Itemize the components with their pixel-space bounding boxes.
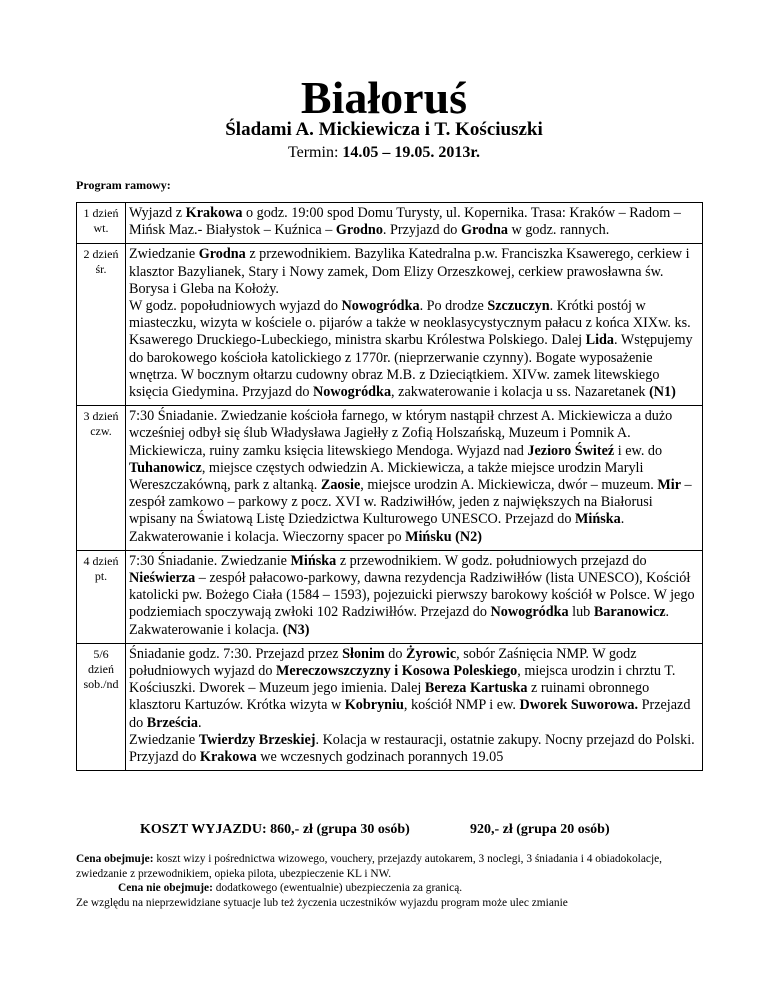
schedule-table <box>76 202 703 771</box>
day-label-line: dzień <box>88 661 114 676</box>
description-text: Zwiedzanie <box>129 246 199 263</box>
place-name: Mińska <box>290 552 337 569</box>
place-name: (N1) <box>649 384 676 401</box>
place-name: Grodna <box>198 246 246 263</box>
description-text: z przewodnikiem. W godz. południowych przejazd do <box>336 552 647 569</box>
day-label-line: wt. <box>93 221 109 235</box>
place-name: Nieświerza <box>129 570 196 587</box>
description-text: we wczesnych godzinach porannych 19.05 <box>256 749 504 766</box>
cost-alt: 920,- zł (grupa 20 osób) <box>470 822 610 837</box>
day-cell <box>77 244 126 406</box>
description-text: 7:30 Śniadanie. Zwiedzanie kościoła farnego, w którym nastąpił chrzest A. Mickiewicza a dużo wcześniej odbył się ślub Władysława Jagiełły z Zofią Holszańską, Muzeum i Pomnik A. Mickiewicza, ruiny zamku księcia litewskiego Mendoga. Wyjazd nad <box>129 408 673 459</box>
page-title: Białoruś <box>300 72 468 123</box>
place-name: Grodno <box>335 222 383 239</box>
trip-dates <box>0 142 768 164</box>
day-cell <box>77 643 126 770</box>
schedule-row <box>77 643 703 770</box>
price-excludes <box>76 881 696 896</box>
day-cell <box>77 203 126 244</box>
place-name: Mińska <box>575 511 621 528</box>
place-name: Jezioro Świteź <box>527 442 615 459</box>
place-name: Słonim <box>342 645 385 662</box>
description-text: , miejsce urodzin A. Mickiewicza, dwór – muzeum. <box>360 477 658 494</box>
day-description <box>126 550 703 643</box>
description-text: , sobór Zaśnięcia NMP. W godz południowych wyjazd do <box>129 645 637 680</box>
description-text: w godz. rannych. <box>507 222 610 239</box>
description-text: o godz. 19:00 spod Domu Turysty, ul. Kopernika. Trasa: Kraków – Radom – Mińsk Maz.- Białystok – Kuźnica – <box>129 205 681 239</box>
place-name: Krakowa <box>199 749 257 766</box>
description-text: . Wstępujemy do barokowego kościoła katolickiego z 1770r. (nieprzerwanie czynny). Bogate wyposażenie wnętrza. W bocznym ołtarzu cudowny obraz M.B. z Dzieciątkiem. XIVw. zamek litewskiego księcia Giedymina. Przyjazd do <box>129 332 693 401</box>
place-name: Nowogródka <box>313 384 392 401</box>
place-name: Bereza Kartuska <box>424 680 528 697</box>
price-includes <box>76 852 696 881</box>
place-name: Szczuczyn <box>487 298 550 315</box>
place-name: Baranowicz <box>593 604 666 621</box>
place-name: Mereczowszczyzny i Kosowa Poleskiego <box>275 663 518 680</box>
description-text: , miejsca urodzin i chrztu T. Kościuszki. Dworek – Muzeum jego imienia. Dalej <box>129 663 676 697</box>
description-text: . Krótki postój w miasteczku, wizyta w kościele o. pijarów a także w neoklasycystycznym pałacu z końca XIXw. ks. Ksawerego Druckiego-Lubeckiego, ministra skarbu Królestwa Polskiego. Dalej <box>129 298 691 349</box>
day-cell <box>77 550 126 643</box>
description-text: i ew. do <box>614 442 663 459</box>
cost-main: KOSZT WYJAZDU: 860,- zł (grupa 30 osób) <box>140 822 410 837</box>
place-name: (N2) <box>455 528 482 545</box>
day-label-line: 1 dzień <box>83 206 119 220</box>
day-description <box>126 406 703 551</box>
page-subtitle: Śladami A. Mickiewicza i T. Kościuszki <box>225 119 543 140</box>
description-text: Przejazd do <box>129 697 691 731</box>
description-text: z przewodnikiem. Bazylika Katedralna p.w. Franciszka Ksawerego, cerkiew i klasztor Bazylianek, Stary i Nowy zamek, Dom Elizy Orzeszkowej, cerkiew prawosławna św. Borysa i Gleba na Kołoży. W godz. popołudniowych wyjazd do <box>129 246 690 315</box>
description-text: . Zwiedzanie <box>129 714 202 748</box>
description-text: . Zakwaterowanie i kolacja. <box>129 604 670 638</box>
description-text: . Kolacja w restauracji, ostatnie zakupy. Nocny przejazd do Polski. Przyjazd do <box>129 731 695 766</box>
description-text: Śniadanie godz. 7:30. Przejazd przez <box>129 645 343 662</box>
price-notes <box>76 852 696 910</box>
place-name: Żyrowic <box>405 645 457 662</box>
place-name: Kobryniu <box>344 697 404 714</box>
day-description <box>126 244 703 406</box>
program-heading: Program ramowy: <box>76 178 171 192</box>
place-name: Tuhanowicz <box>129 459 202 476</box>
day-label-line: sob./nd <box>83 676 119 691</box>
place-name: Lida <box>585 332 615 349</box>
includes-text: koszt wizy i pośrednictwa wizowego, vouchery, przejazdy autokarem, 3 noclegi, 3 śniadania i 4 obiadokolacje, zwiedzanie z przewodnikiem, opieka pilota, ubezpieczenie KL i NW. <box>76 853 663 880</box>
day-description <box>126 643 703 770</box>
description-text: . Przyjazd do <box>382 222 461 239</box>
day-label-line: śr. <box>95 262 107 277</box>
schedule-row <box>77 244 703 406</box>
description-text: do <box>384 645 406 662</box>
disclaimer: Ze względu na nieprzewidziane sytuacje lub też życzenia uczestników wyjazdu program może ulec zmianie <box>76 896 568 909</box>
place-name: (N3) <box>282 621 310 638</box>
termin-value: 14.05 – 19.05. 2013r. <box>342 144 481 161</box>
day-label-line: 4 dzień <box>83 553 119 568</box>
description-text: , miejsce częstych odwiedzin A. Mickiewicza, a także miejsce urodzin Maryli Wereszczakówną, park z altanką. <box>129 459 644 494</box>
day-description <box>126 203 703 244</box>
day-label-line: 3 dzień <box>83 409 119 424</box>
day-cell <box>77 406 126 551</box>
description-text: z ruinami obronnego klasztoru Kartuzów. Krótka wizyta w <box>129 680 650 714</box>
description-text: – zespół zamkowo – parkowy z pocz. XVI w. Radziwiłłów, jeden z największych na Białorusi wpisany na Światową Listę Dziedzictwa Kulturowego UNESCO. Przejazd do <box>129 477 692 528</box>
day-label-line: pt. <box>94 568 108 583</box>
day-label-line: czw. <box>90 424 112 439</box>
place-name: Brześcia <box>146 714 198 731</box>
place-name: Mińsku <box>405 528 452 545</box>
includes-label: Cena obejmuje: <box>76 853 154 865</box>
excludes-label: Cena nie obejmuje: <box>118 882 213 895</box>
day-label-line: 2 dzień <box>83 247 119 262</box>
description-text: . Po drodze <box>419 298 488 315</box>
description-text: , kościół NMP i ew. <box>403 697 520 714</box>
schedule-row <box>77 550 703 643</box>
day-label-line: 5/6 <box>93 646 109 661</box>
schedule-row <box>77 406 703 551</box>
place-name: Twierdzy Brzeskiej <box>198 731 316 748</box>
excludes-text: dodatkowego (ewentualnie) ubezpieczenia za granicą. <box>212 882 463 895</box>
description-text: lub <box>568 604 594 621</box>
description-text: Wyjazd z <box>129 205 186 221</box>
place-name: Zaosie <box>320 477 361 494</box>
termin-label: Termin: <box>287 144 343 161</box>
description-text: – zespół pałacowo-parkowy, dawna rezydencja Radziwiłłów (lista UNESCO), Kościół katolicki pw. Bożego Ciała (1584 – 1593), pojezuicki pierwszy barokowy kościół w Polsce. W jego podziemiach spoczywają zwłoki 102 Radziwiłłów. Przejazd do <box>129 570 695 621</box>
description-text: 7:30 Śniadanie. Zwiedzanie <box>129 552 291 569</box>
description-text: . Zakwaterowanie i kolacja. Wieczorny spacer po <box>129 511 625 545</box>
place-name: Krakowa <box>185 205 243 221</box>
place-name: Mir <box>657 477 681 494</box>
place-name: Dworek Suworowa. <box>519 697 639 714</box>
place-name: Grodna <box>460 222 508 239</box>
description-text: , zakwaterowanie i kolacja u ss. Nazaretanek <box>391 384 650 401</box>
schedule-row <box>77 203 703 244</box>
place-name: Nowogródka <box>490 604 569 621</box>
place-name: Nowogródka <box>341 298 420 315</box>
